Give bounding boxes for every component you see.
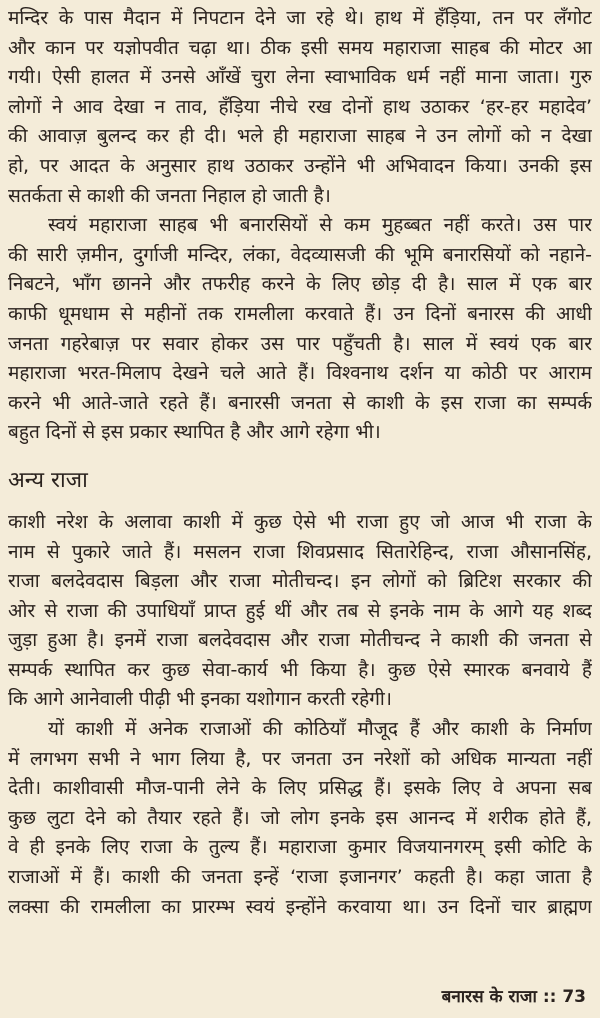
text-line: की सारी ज़मीन, दुर्गाजी मन्दिर, लंका, वेदव्यासजी की भूमि बनारसियों को नहाने- — [8, 243, 592, 266]
page-footer: बनारस के राजा :: 73 — [441, 987, 586, 1007]
text-line: में लगभग सभी ने भाग लिया है, पर जनता उन नरेशों को अधिक मान्यता नहीं — [8, 747, 592, 770]
text-line: मन्दिर के पास मैदान में निपटान देने जा रहे थे। हाथ में हँड़िया, तन पर लँगोट — [8, 7, 592, 29]
text-line: नाम से पुकारे जाते हैं। मसलन राजा शिवप्रसाद सितारेहिन्द, राजा औसानसिंह, — [8, 540, 592, 563]
text-line: वे ही इनके लिए राजा के तुल्य हैं। महाराजा कुमार विजयानगरम् इसी कोटि के — [8, 836, 592, 859]
text-line: बहुत दिनों से इस प्रकार स्थापित है और आगे रहेगा भी। — [8, 421, 381, 444]
paragraph — [8, 4, 592, 211]
text-line: देती। काशीवासी मौज-पानी लेने के लिए प्रसिद्ध हैं। इसके लिए वे अपना सब — [8, 777, 592, 800]
section-other-kings — [8, 508, 592, 922]
text-line: काशी नरेश के अलावा काशी में कुछ ऐसे भी राजा हुए जो आज भी राजा के — [8, 510, 592, 533]
text-line: लोगों ने आव देखा न ताव, हँड़िया नीचे रख दोनों हाथ उठाकर ‘हर-हर महादेव’ — [8, 95, 592, 118]
book-page — [8, 4, 592, 922]
paragraph — [8, 508, 592, 715]
text-line: राजाओं में हैं। काशी की जनता इन्हें ‘राजा इजानगर’ कहती है। कहा जाता है — [8, 866, 592, 889]
text-line: कुछ लुटा देने को तैयार रहते हैं। जो लोग इनके इस आनन्द में शरीक होते हैं, — [8, 806, 592, 829]
text-line: और कान पर यज्ञोपवीत चढ़ा था। ठीक इसी समय महाराजा साहब की मोटर आ — [8, 36, 592, 59]
text-line: काफी धूमधाम से महीनों तक रामलीला करवाते हैं। उन दिनों बनारस की आधी — [8, 302, 592, 325]
text-line: निबटने, भाँग छानने और तफरीह करने के लिए छोड़ दी है। साल में एक बार — [8, 273, 592, 296]
text-line: करने भी आते-जाते रहते हैं। बनारसी जनता से काशी के इस राजा का सम्पर्क — [8, 391, 592, 414]
text-line: राजा बलदेवदास बिड़ला और राजा मोतीचन्द। इन लोगों को ब्रिटिश सरकार की — [8, 570, 592, 593]
text-line: गयी। ऐसी हालत में उनसे आँखें चुरा लेना स्वाभाविक धर्म नहीं माना जाता। गुरु — [8, 66, 592, 89]
text-line: हो, पर आदत के अनुसार हाथ उठाकर उन्होंने भी अभिवादन किया। उनकी इस — [8, 154, 592, 177]
section-intro — [8, 4, 592, 448]
text-line: जुड़ा हुआ है। इनमें राजा बलदेवदास और राजा मोतीचन्द ने काशी की जनता से — [8, 629, 592, 652]
paragraph — [8, 715, 592, 922]
text-line: की आवाज़ बुलन्द कर ही दी। भले ही महाराजा साहब ने उन लोगों को न देखा — [8, 125, 592, 148]
text-line: महाराजा भरत-मिलाप देखने चले आते हैं। विश्वनाथ दर्शन या कोठी पर आराम — [8, 362, 592, 385]
text-line: लक्सा की रामलीला का प्रारम्भ स्वयं इन्होंने करवाया था। उन दिनों चार ब्राह्मण — [8, 895, 592, 918]
paragraph — [8, 211, 592, 448]
text-line: सम्पर्क स्थापित कर कुछ सेवा-कार्य भी किया है। कुछ ऐसे स्मारक बनवाये हैं — [8, 658, 592, 681]
section-heading: अन्य राजा — [8, 467, 88, 493]
text-line: यों काशी में अनेक राजाओं की कोठियाँ मौजूद हैं और काशी के निर्माण — [48, 718, 592, 741]
text-line: जनता गहरेबाज़ पर सवार होकर उस पार पहुँचती है। साल में स्वयं एक बार — [8, 332, 592, 355]
text-line: स्वयं महाराजा साहब भी बनारसियों से कम मुहब्बत नहीं करते। उस पार — [48, 214, 592, 237]
text-line: सतर्कता से काशी की जनता निहाल हो जाती है। — [8, 184, 331, 207]
text-line: कि आगे आनेवाली पीढ़ी भी इनका यशोगान करती रहेगी। — [8, 688, 393, 711]
text-line: ओर से राजा की उपाधियाँ प्राप्त हुई थीं और तब से इनके नाम के आगे यह शब्द — [8, 599, 592, 622]
